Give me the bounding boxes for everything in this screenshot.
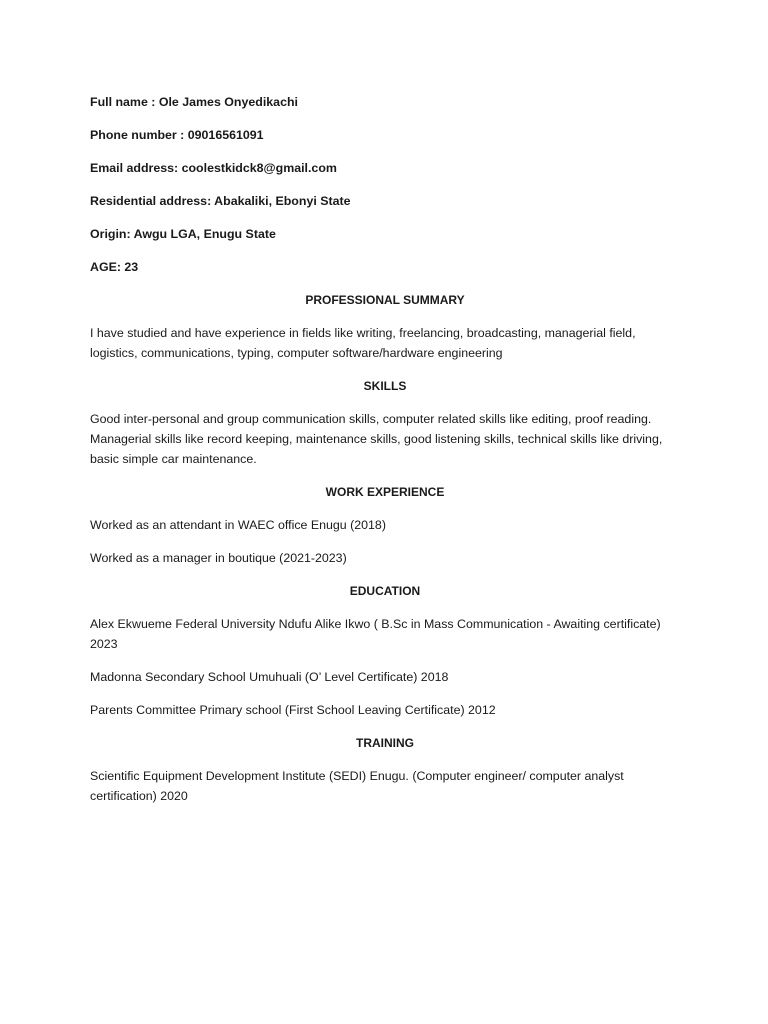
skills-heading: SKILLS bbox=[363, 379, 407, 393]
work-experience-item: Worked as a manager in boutique (2021-2023) bbox=[90, 551, 347, 565]
professional-summary-line-2: logistics, communications, typing, computer software/hardware engineering bbox=[90, 346, 503, 360]
resume-document bbox=[90, 92, 680, 819]
phone-number: Phone number : 09016561091 bbox=[90, 128, 264, 142]
professional-summary-heading: PROFESSIONAL SUMMARY bbox=[305, 293, 465, 307]
residential-address: Residential address: Abakaliki, Ebonyi State bbox=[90, 194, 351, 208]
work-experience-item: Worked as an attendant in WAEC office Enugu (2018) bbox=[90, 518, 386, 532]
work-experience-heading: WORK EXPERIENCE bbox=[325, 485, 445, 499]
professional-summary-text bbox=[90, 323, 680, 363]
professional-summary-line-1: I have studied and have experience in fields like writing, freelancing, broadcasting, managerial field, bbox=[90, 326, 636, 340]
education-heading: EDUCATION bbox=[349, 584, 421, 598]
skills-line-2: Managerial skills like record keeping, maintenance skills, good listening skills, technical skills like driving, bbox=[90, 432, 663, 446]
origin: Origin: Awgu LGA, Enugu State bbox=[90, 227, 276, 241]
full-name: Full name : Ole James Onyedikachi bbox=[90, 95, 298, 109]
skills-line-3: basic simple car maintenance. bbox=[90, 452, 257, 466]
training-heading: TRAINING bbox=[356, 736, 414, 750]
education-item-university-line-2: 2023 bbox=[90, 637, 118, 651]
training-text bbox=[90, 766, 680, 806]
skills-line-1: Good inter-personal and group communication skills, computer related skills like editing, proof reading. bbox=[90, 412, 652, 426]
age: AGE: 23 bbox=[90, 260, 139, 274]
education-item-secondary: Madonna Secondary School Umuhuali (O’ Level Certificate) 2018 bbox=[90, 670, 449, 684]
education-item-primary: Parents Committee Primary school (First School Leaving Certificate) 2012 bbox=[90, 703, 496, 717]
education-item-university bbox=[90, 614, 680, 654]
email-address: Email address: coolestkidck8@gmail.com bbox=[90, 161, 337, 175]
training-line-1: Scientific Equipment Development Institute (SEDI) Enugu. (Computer engineer/ computer analyst bbox=[90, 769, 624, 783]
training-line-2: certification) 2020 bbox=[90, 789, 188, 803]
skills-text bbox=[90, 409, 680, 469]
education-item-university-line-1: Alex Ekwueme Federal University Ndufu Alike Ikwo ( B.Sc in Mass Communication - Awaiting certificate) bbox=[90, 617, 661, 631]
